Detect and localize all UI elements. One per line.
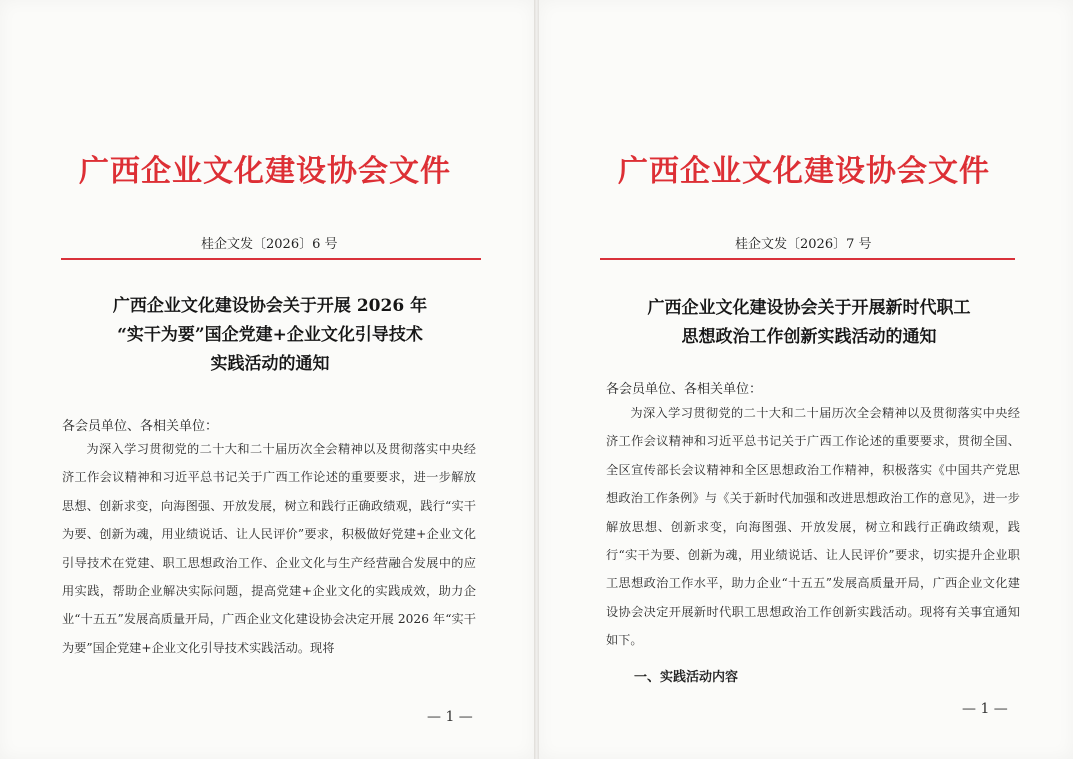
left-page <box>0 0 534 759</box>
right-salutation: 各会员单位、各相关单位： <box>606 382 763 397</box>
left-red-rule <box>61 258 481 260</box>
left-doc-number: 桂企文发〔2026〕6 号 <box>201 237 338 252</box>
left-title-line-3: 实践活动的通知 <box>210 354 330 374</box>
left-title-line-1: 广西企业文化建设协会关于开展 2026 年 <box>112 296 428 316</box>
left-page-number: — 1 — <box>427 709 473 725</box>
right-document-header: 广西企业文化建设协会文件 <box>618 154 990 189</box>
right-title-line-2: 思想政治工作创新实践活动的通知 <box>681 327 937 347</box>
right-title-line-1: 广西企业文化建设协会关于开展新时代职工 <box>647 298 971 318</box>
right-notice-title <box>594 294 1024 352</box>
right-red-rule <box>600 258 1015 260</box>
right-page-number: — 1 — <box>962 701 1008 717</box>
right-body-paragraph: 为深入学习贯彻党的二十大和二十届历次全会精神以及贯彻落实中央经济工作会议精神和习近平总书记关于广西工作论述的重要要求，贯彻全国、全区宣传部长会议精神和全区思想政治工作精神，积极落实《中国共产党思想政治工作条例》与《关于新时代加强和改进思想政治工作的意见》，进一步解放思想、创新求变，向海图强、开放发展，树立和践行正确政绩观，践行“实干为要、创新为魂，用业绩说话、让人民评价”要求，切实提升企业职工思想政治工作水平，助力企业“十五五”发展高质量开局，广西企业文化建设协会决定开展新时代职工思想政治工作创新实践活动。现将有关事宜通知如下。 <box>606 406 1020 648</box>
right-doc-number: 桂企文发〔2026〕7 号 <box>735 237 872 252</box>
left-document-header: 广西企业文化建设协会文件 <box>79 154 451 189</box>
right-section-heading: 一、实践活动内容 <box>634 670 739 685</box>
left-body-paragraph: 为深入学习贯彻党的二十大和二十届历次全会精神以及贯彻落实中央经济工作会议精神和习近平总书记关于广西工作论述的重要要求，进一步解放思想、创新求变，向海图强、开放发展，树立和践行正确政绩观，践行“实干为要、创新为魂，用业绩说话、让人民评价”要求，积极做好党建+企业文化引导技术在党建、职工思想政治工作、企业文化与生产经营融合发展中的应用实践，帮助企业解决实际问题，提高党建+企业文化的实践成效，助力企业“十五五”发展高质量开局，广西企业文化建设协会决定开展 2026 年“实干为要”国企党建+企业文化引导技术实践活动。现将 <box>62 442 476 655</box>
left-salutation: 各会员单位、各相关单位： <box>62 419 219 434</box>
left-title-line-2: “实干为要”国企党建+企业文化引导技术 <box>117 325 423 345</box>
right-page <box>539 0 1073 759</box>
left-notice-title <box>60 292 480 379</box>
